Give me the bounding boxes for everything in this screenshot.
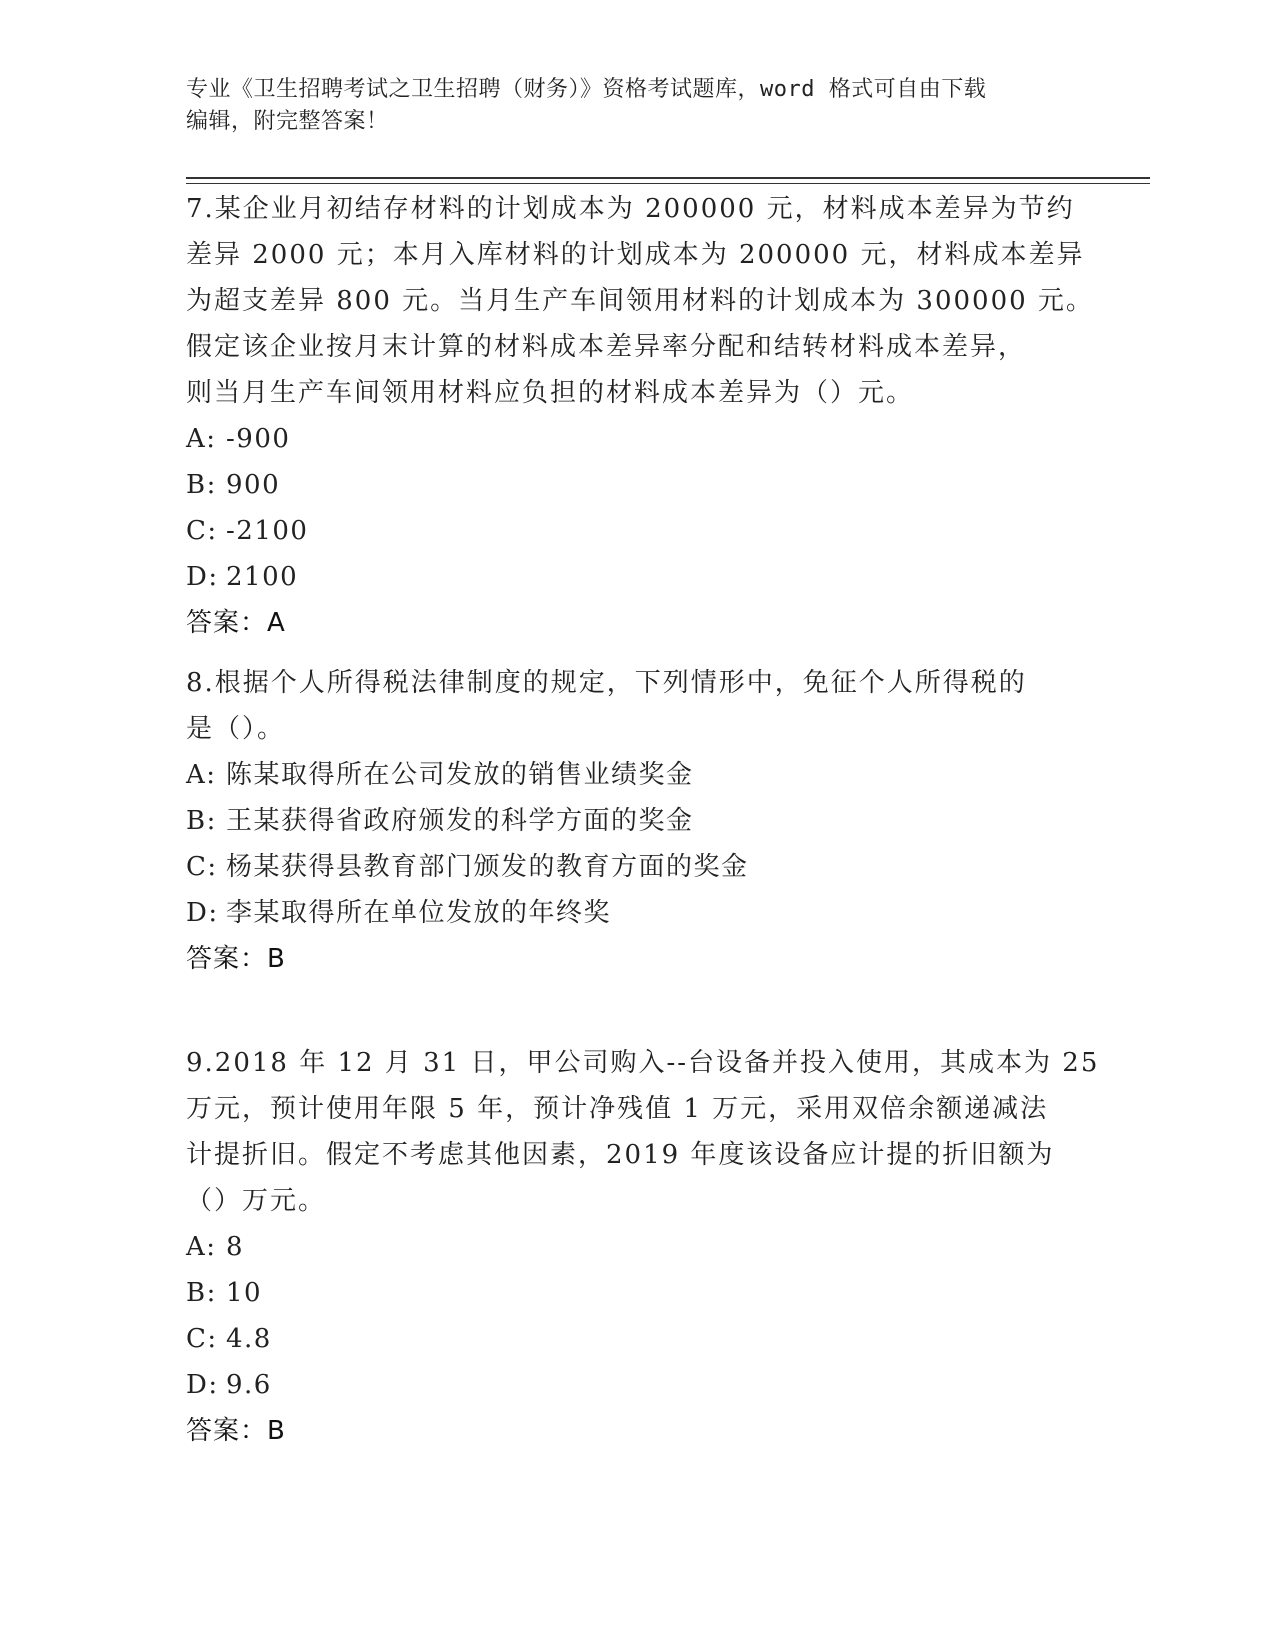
option-key: B: — [186, 806, 217, 836]
question-text-line: 9.2018 年 12 月 31 日，甲公司购入--台设备并投入使用，其成本为 25 — [186, 1048, 1100, 1078]
option-key: C: — [186, 852, 218, 882]
question-text-line: 为超支差异 800 元。当月生产车间领用材料的计划成本为 300000 元。 — [186, 286, 1094, 316]
option-b — [186, 462, 1086, 508]
question-text-line: 则当月生产车间领用材料应负担的材料成本差异为（）元。 — [186, 378, 915, 408]
question-text-line: 8.根据个人所得税法律制度的规定，下列情形中，免征个人所得税的 — [186, 668, 1027, 698]
option-key: A: — [186, 1232, 217, 1262]
option-text: -900 — [226, 424, 291, 454]
option-key: D: — [186, 1370, 219, 1400]
option-text: 10 — [226, 1278, 263, 1308]
option-key: A: — [186, 760, 217, 790]
question-7 — [186, 186, 1094, 646]
question-text-line: 假定该企业按月末计算的材料成本差异率分配和结转材料成本差异， — [186, 332, 1027, 362]
answer-line: 答案：A — [186, 608, 286, 638]
question-text-line: 7.某企业月初结存材料的计划成本为 200000 元，材料成本差异为节约 — [186, 194, 1075, 224]
answer-line: 答案：B — [186, 944, 286, 974]
question-text-line: 是（）。 — [186, 714, 286, 744]
header-divider-thin — [186, 183, 1150, 184]
option-c — [186, 844, 1086, 890]
option-key: B: — [186, 470, 217, 500]
header-line: 编辑，附完整答案！ — [186, 109, 389, 134]
question-9 — [186, 1040, 1100, 1454]
option-a — [186, 752, 1086, 798]
document-header — [186, 74, 1086, 138]
option-c — [186, 508, 1086, 554]
option-text: 900 — [226, 470, 281, 500]
question-text-line: （）万元。 — [186, 1186, 327, 1216]
option-key: A: — [186, 424, 217, 454]
option-key: D: — [186, 898, 219, 928]
option-text: 王某获得省政府颁发的科学方面的奖金 — [226, 806, 694, 836]
option-b — [186, 798, 1086, 844]
option-text: 杨某获得县教育部门颁发的教育方面的奖金 — [226, 852, 749, 882]
answer-line: 答案：B — [186, 1416, 286, 1446]
option-b — [186, 1270, 1086, 1316]
option-text: 李某取得所在单位发放的年终奖 — [226, 898, 612, 928]
option-a — [186, 1224, 1086, 1270]
option-key: C: — [186, 1324, 218, 1354]
question-text-line: 计提折旧。假定不考虑其他因素，2019 年度该设备应计提的折旧额为 — [186, 1140, 1055, 1170]
option-text: 陈某取得所在公司发放的销售业绩奖金 — [226, 760, 694, 790]
option-key: C: — [186, 516, 218, 546]
option-d — [186, 890, 1086, 936]
question-8 — [186, 660, 1086, 982]
option-text: -2100 — [226, 516, 309, 546]
option-text: 2100 — [226, 562, 299, 592]
option-key: D: — [186, 562, 219, 592]
header-line: 专业《卫生招聘考试之卫生招聘（财务）》资格考试题库，word 格式可自由下载 — [186, 77, 987, 102]
option-text: 4.8 — [226, 1324, 272, 1354]
option-d — [186, 554, 1086, 600]
question-text-line: 差异 2000 元；本月入库材料的计划成本为 200000 元，材料成本差异 — [186, 240, 1085, 270]
question-text-line: 万元，预计使用年限 5 年，预计净残值 1 万元，采用双倍余额递减法 — [186, 1094, 1049, 1124]
option-key: B: — [186, 1278, 217, 1308]
option-c — [186, 1316, 1086, 1362]
option-text: 8 — [226, 1232, 245, 1262]
option-d — [186, 1362, 1086, 1408]
option-a — [186, 416, 1086, 462]
option-text: 9.6 — [226, 1370, 272, 1400]
header-divider-thick — [186, 177, 1150, 179]
